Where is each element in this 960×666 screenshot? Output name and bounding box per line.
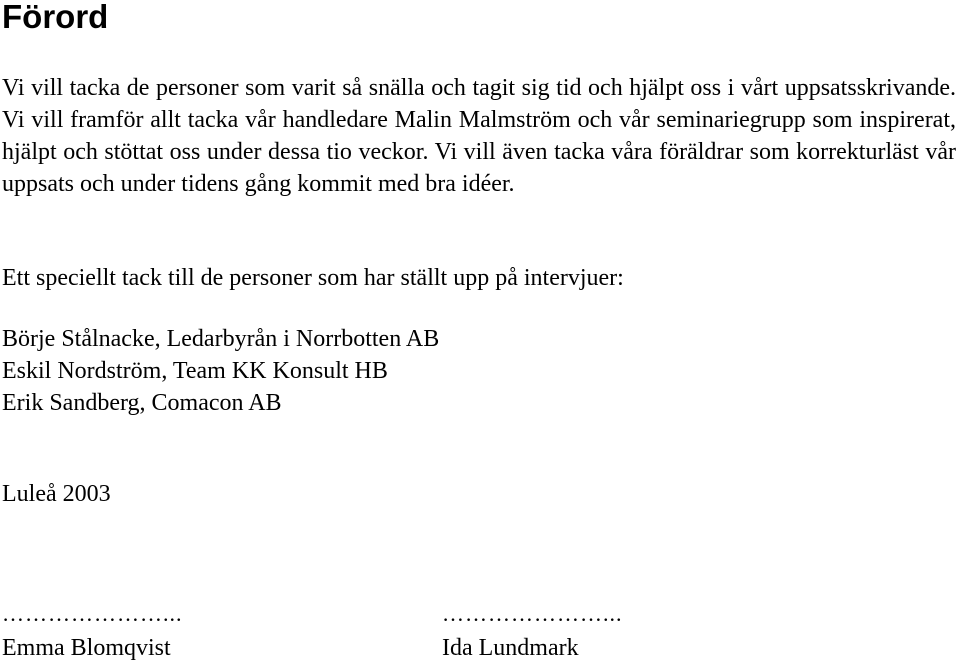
signature-line: …………………... — [442, 601, 623, 626]
signature-name: Emma Blomqvist — [2, 635, 171, 661]
acknowledgement-paragraph: Vi vill tacka de personer som varit så snälla och tagit sig tid och hjälpt oss i vårt uppsatsskrivande. Vi vill framför allt tacka vår handledare Malin Malmström och vår seminariegrupp som inspirerat, hjälpt och stöttat oss under dessa tio veckor. Vi vill även tacka våra föräldrar som korrekturläst vår uppsats och under tidens gång kommit med bra idéer. — [2, 75, 956, 197]
signature-line: …………………... — [2, 601, 183, 626]
interviewee-line: Erik Sandberg, Comacon AB — [2, 390, 282, 416]
interview-intro: Ett speciellt tack till de personer som har ställt upp på intervjuer: — [2, 265, 624, 291]
signature-name: Ida Lundmark — [442, 635, 579, 661]
place-date: Luleå 2003 — [2, 481, 111, 507]
interviewee-line: Börje Stålnacke, Ledarbyrån i Norrbotten AB — [2, 326, 440, 352]
interviewee-line: Eskil Nordström, Team KK Konsult HB — [2, 358, 388, 384]
page-title: Förord — [2, 0, 109, 35]
